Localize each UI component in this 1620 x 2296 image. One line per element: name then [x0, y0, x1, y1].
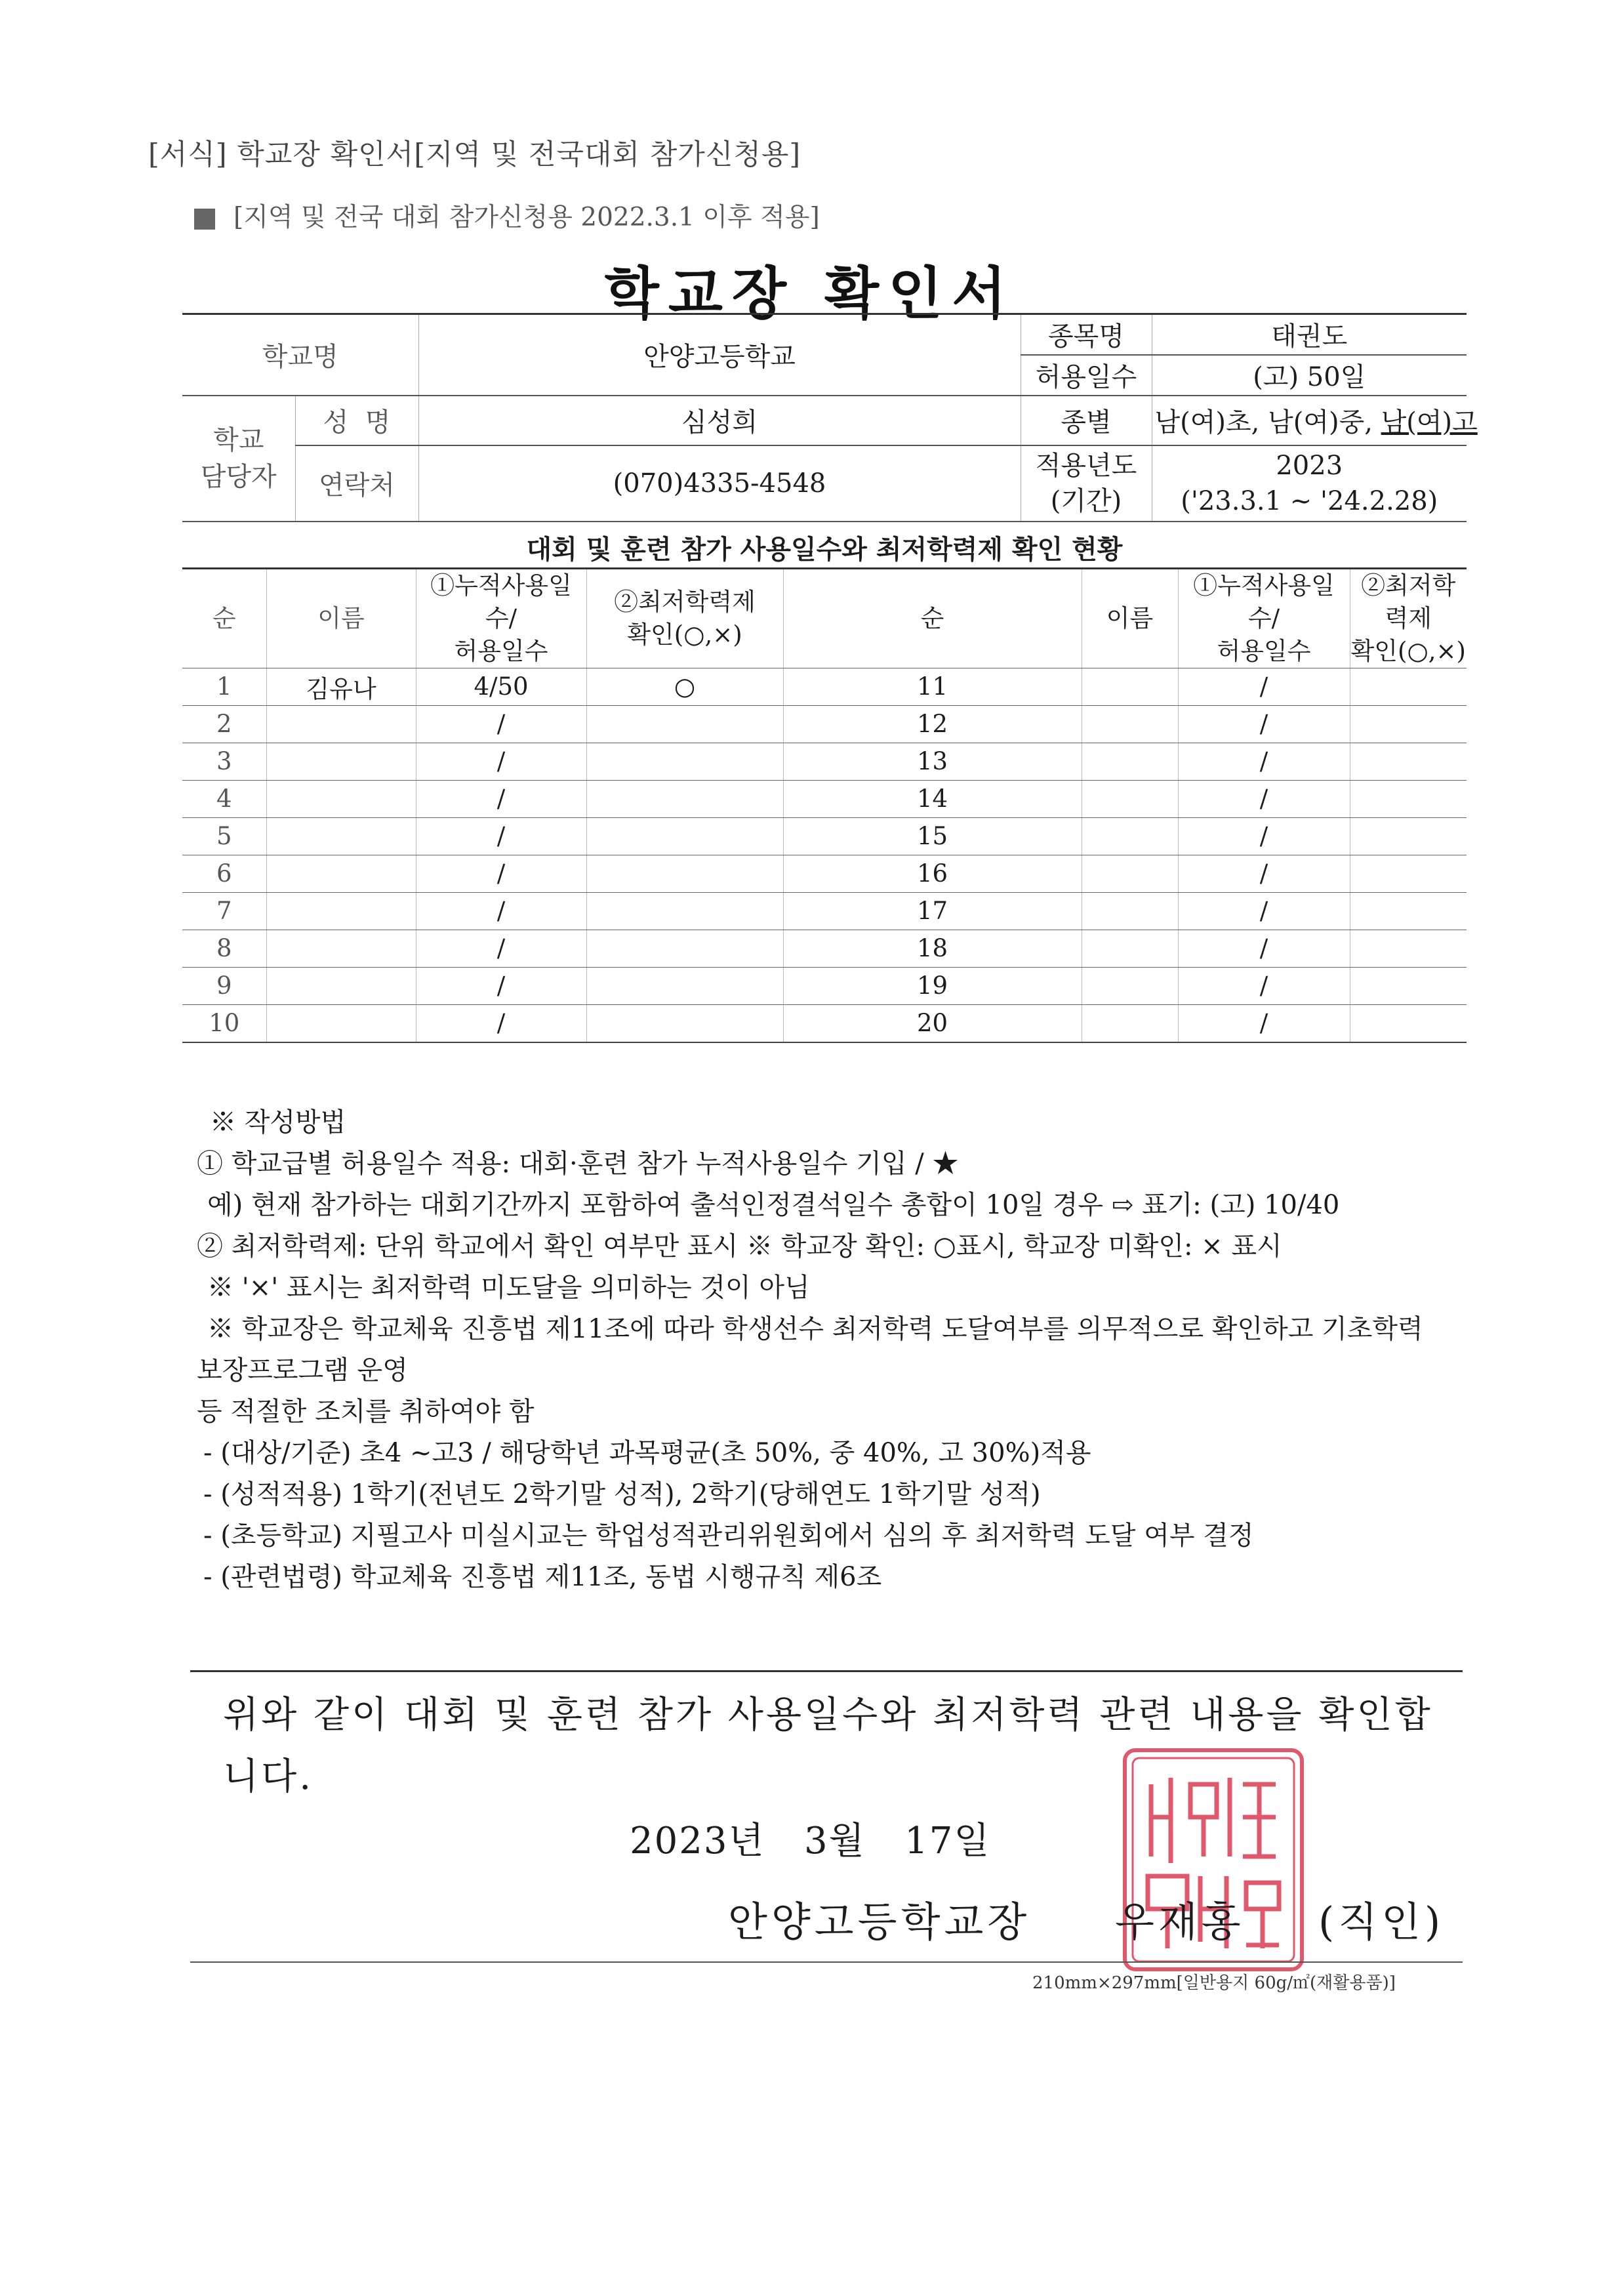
- cell-left-check: [586, 855, 783, 892]
- signer-name: 우재홍: [1115, 1898, 1245, 1946]
- cell-right-days: /: [1178, 780, 1350, 817]
- status-table: [182, 567, 1467, 1043]
- table-row: [182, 817, 1467, 855]
- cell-right-days: /: [1178, 967, 1350, 1004]
- header-days: ①누적사용일수/ 허용일수: [1178, 569, 1350, 668]
- cell-right-no: 17: [783, 892, 1082, 930]
- school-label: 학교명: [182, 314, 418, 396]
- sport-value: 태권도: [1152, 314, 1467, 355]
- divider: [190, 1961, 1463, 1963]
- manager-label: 학교 담당자: [182, 396, 295, 522]
- cell-right-check: [1350, 892, 1467, 930]
- cell-right-check: [1350, 930, 1467, 967]
- form-label: [서식] 학교장 확인서[지역 및 전국대회 참가신청용]: [148, 138, 801, 171]
- category-value: 남(여)초, 남(여)중, 남(여)고: [1152, 396, 1467, 445]
- cell-right-name: [1082, 892, 1178, 930]
- cell-left-no: 5: [182, 817, 266, 855]
- instruction-line: - (성적적용) 1학기(전년도 2학기말 성적), 2학기(당해연도 1학기말 성적): [203, 1479, 1041, 1509]
- cell-right-check: [1350, 967, 1467, 1004]
- category-label: 종별: [1021, 396, 1152, 445]
- contact-label: 연락처: [295, 445, 418, 522]
- cell-left-no: 1: [182, 668, 266, 705]
- cell-left-name: [266, 1004, 416, 1042]
- cell-left-days: /: [416, 817, 586, 855]
- signer-title: 안양고등학교장: [728, 1898, 1031, 1946]
- year-value: 2023 ('23.3.1 ~ '24.2.28): [1152, 445, 1467, 522]
- cell-right-name: [1082, 855, 1178, 892]
- instruction-line: 보장프로그램 운영: [197, 1355, 408, 1385]
- cell-left-name: [266, 892, 416, 930]
- name-label: 성 명: [295, 396, 418, 445]
- cell-left-days: /: [416, 1004, 586, 1042]
- cell-left-days: /: [416, 855, 586, 892]
- cell-left-days: /: [416, 892, 586, 930]
- manager-name-value: 심성희: [418, 396, 1021, 445]
- notice: [지역 및 전국 대회 참가신청용 2022.3.1 이후 적용]: [233, 203, 820, 232]
- table-row: [182, 967, 1467, 1004]
- school-value: 안양고등학교: [418, 314, 1021, 396]
- header-name: 이름: [1082, 569, 1178, 668]
- cell-right-name: [1082, 930, 1178, 967]
- cell-left-name: [266, 930, 416, 967]
- cell-left-check: ○: [586, 668, 783, 705]
- table-row: [182, 855, 1467, 892]
- cell-left-days: /: [416, 743, 586, 780]
- instruction-line: - (관련법령) 학교체육 진흥법 제11조, 동법 시행규칙 제6조: [203, 1562, 882, 1592]
- cell-left-name: [266, 705, 416, 743]
- confirmation-text: 위와 같이 대회 및 훈련 참가 사용일수와 최저학력 관련 내용을 확인합니다.: [223, 1694, 1433, 1798]
- table-row: [182, 930, 1467, 967]
- cell-right-name: [1082, 780, 1178, 817]
- header-check: ②최저학력제 확인(○,×): [586, 569, 783, 668]
- cell-right-no: 14: [783, 780, 1082, 817]
- info-table: [182, 313, 1478, 522]
- cell-right-name: [1082, 668, 1178, 705]
- cell-left-name: [266, 967, 416, 1004]
- table-row: [182, 1004, 1467, 1042]
- cell-right-name: [1082, 1004, 1178, 1042]
- cell-right-no: 15: [783, 817, 1082, 855]
- document-title: 학교장 확인서: [604, 260, 1016, 327]
- table-row: [182, 743, 1467, 780]
- year-label: 적용년도 (기간): [1021, 445, 1152, 522]
- cell-left-check: [586, 705, 783, 743]
- table-row: [182, 892, 1467, 930]
- instruction-line: 예) 현재 참가하는 대회기간까지 포함하여 출석인정결석일수 총합이 10일 경우 ⇨ 표기: (고) 10/40: [207, 1190, 1340, 1220]
- cell-left-check: [586, 817, 783, 855]
- status-title: 대회 및 훈련 참가 사용일수와 최저학력제 확인 현황: [526, 534, 1123, 565]
- cell-left-no: 9: [182, 967, 266, 1004]
- cell-right-name: [1082, 967, 1178, 1004]
- cell-right-no: 12: [783, 705, 1082, 743]
- cell-right-days: /: [1178, 668, 1350, 705]
- header-no: 순: [182, 569, 266, 668]
- cell-left-no: 7: [182, 892, 266, 930]
- cell-right-check: [1350, 705, 1467, 743]
- cell-right-no: 11: [783, 668, 1082, 705]
- cell-right-check: [1350, 780, 1467, 817]
- instruction-line: ② 최저학력제: 단위 학교에서 확인 여부만 표시 ※ 학교장 확인: ○표시, 학교장 미확인: × 표시: [197, 1231, 1282, 1261]
- cell-right-days: /: [1178, 817, 1350, 855]
- sport-label: 종목명: [1021, 314, 1152, 355]
- cell-right-days: /: [1178, 743, 1350, 780]
- table-row: [182, 705, 1467, 743]
- cell-right-check: [1350, 1004, 1467, 1042]
- cell-right-check: [1350, 855, 1467, 892]
- cell-right-days: /: [1178, 1004, 1350, 1042]
- seal-mark: (직인): [1318, 1898, 1445, 1946]
- cell-left-days: 4/50: [416, 668, 586, 705]
- cell-left-days: /: [416, 705, 586, 743]
- instructions: [197, 1102, 1469, 1598]
- cell-left-name: [266, 780, 416, 817]
- cell-right-name: [1082, 743, 1178, 780]
- header-name: 이름: [266, 569, 416, 668]
- paper-note: 210mm×297mm[일반용지 60g/㎡(재활용품)]: [1032, 1973, 1396, 1993]
- header-no: 순: [783, 569, 1082, 668]
- instruction-line: ※ 작성방법: [210, 1107, 346, 1138]
- cell-left-no: 4: [182, 780, 266, 817]
- table-row: [182, 668, 1467, 705]
- cell-right-no: 13: [783, 743, 1082, 780]
- cell-left-check: [586, 743, 783, 780]
- instruction-line: ※ 학교장은 학교체육 진흥법 제11조에 따라 학생선수 최저학력 도달여부를 의무적으로 확인하고 기초학력: [207, 1314, 1423, 1344]
- cell-left-check: [586, 930, 783, 967]
- cell-right-no: 20: [783, 1004, 1082, 1042]
- cell-left-check: [586, 967, 783, 1004]
- cell-right-check: [1350, 743, 1467, 780]
- notice-square-icon: [194, 209, 215, 230]
- cell-left-no: 8: [182, 930, 266, 967]
- cell-left-name: [266, 817, 416, 855]
- instruction-line: ① 학교급별 허용일수 적용: 대회·훈련 참가 누적사용일수 기입 / ★: [197, 1149, 959, 1179]
- cell-left-no: 10: [182, 1004, 266, 1042]
- instruction-line: 등 적절한 조치를 취하여야 함: [197, 1397, 535, 1427]
- cell-right-days: /: [1178, 705, 1350, 743]
- cell-right-no: 18: [783, 930, 1082, 967]
- instruction-line: - (대상/기준) 초4 ~고3 / 해당학년 과목평균(초 50%, 중 40%, 고 30%)적용: [203, 1438, 1091, 1468]
- cell-left-check: [586, 780, 783, 817]
- cell-left-days: /: [416, 967, 586, 1004]
- cell-right-check: [1350, 817, 1467, 855]
- contact-value: (070)4335-4548: [418, 445, 1021, 522]
- allowed-days-label: 허용일수: [1021, 355, 1152, 396]
- cell-left-no: 6: [182, 855, 266, 892]
- confirmation-date: 2023년 3월 17일: [630, 1820, 991, 1862]
- cell-left-check: [586, 1004, 783, 1042]
- cell-left-name: [266, 743, 416, 780]
- cell-left-name: [266, 855, 416, 892]
- cell-right-check: [1350, 668, 1467, 705]
- cell-left-check: [586, 892, 783, 930]
- cell-left-no: 2: [182, 705, 266, 743]
- cell-right-name: [1082, 705, 1178, 743]
- cell-left-no: 3: [182, 743, 266, 780]
- cell-right-name: [1082, 817, 1178, 855]
- cell-right-days: /: [1178, 892, 1350, 930]
- instruction-line: - (초등학교) 지필고사 미실시교는 학업성적관리위원회에서 심의 후 최저학력 도달 여부 결정: [203, 1521, 1254, 1551]
- cell-right-no: 16: [783, 855, 1082, 892]
- cell-left-days: /: [416, 780, 586, 817]
- allowed-days-value: (고) 50일: [1152, 355, 1467, 396]
- cell-right-days: /: [1178, 930, 1350, 967]
- instruction-line: ※ '×' 표시는 최저학력 미도달을 의미하는 것이 아님: [207, 1273, 810, 1303]
- table-row: [182, 780, 1467, 817]
- cell-left-days: /: [416, 930, 586, 967]
- divider: [190, 1670, 1463, 1672]
- cell-left-name: 김유나: [266, 668, 416, 705]
- header-days: ①누적사용일수/ 허용일수: [416, 569, 586, 668]
- cell-right-no: 19: [783, 967, 1082, 1004]
- cell-right-days: /: [1178, 855, 1350, 892]
- header-check: ②최저학력제 확인(○,×): [1350, 569, 1467, 668]
